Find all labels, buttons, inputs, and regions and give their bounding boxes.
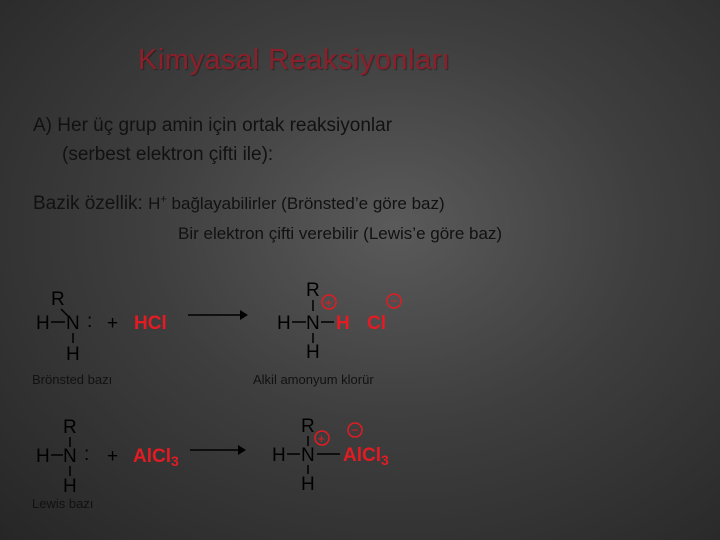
r2-plus: + — [107, 446, 119, 467]
r1-arrow — [188, 310, 248, 320]
text-line-1: A) Her üç grup amin için ortak reaksiyonlar — [33, 115, 393, 136]
reaction1-product — [277, 280, 401, 363]
line3-rest: bağlayabilirler (Brönsted’e göre baz) — [166, 194, 445, 213]
r1-amine-H-left: H — [36, 313, 50, 334]
reaction1-amine — [36, 289, 92, 365]
r1-plus: + — [107, 313, 119, 334]
r2-amine-H-bottom: H — [63, 476, 77, 497]
r1-amine-R: R — [51, 289, 65, 310]
caption-bronsted: Brönsted bazı — [32, 372, 113, 387]
r2-reagent — [133, 446, 179, 469]
r2-amine-N: N — [63, 446, 77, 467]
r2-prod-H-left: H — [272, 445, 286, 466]
r1-prod-N: N — [306, 313, 320, 334]
slide-title: Kimyasal Reaksiyonları — [138, 44, 451, 76]
r2-amine-H-left: H — [36, 446, 50, 467]
r1-prod-R: R — [306, 280, 320, 301]
r1-amine-H-bottom: H — [66, 344, 80, 365]
r2-prod-charge-plus: + — [317, 431, 326, 446]
r2-reagent-sub: 3 — [171, 453, 179, 469]
r2-prod-H-bottom: H — [301, 474, 315, 495]
r1-prod-H-left: H — [277, 313, 291, 334]
r2-prod-charge-minus: − — [351, 422, 359, 438]
text-line-4: Bir elektron çifti verebilir (Lewis’e göre baz) — [178, 224, 503, 243]
r1-amine-N: N — [66, 313, 80, 334]
reaction2-amine — [36, 417, 89, 497]
r2-prod-acceptor-sub: 3 — [381, 452, 389, 468]
reaction2-product — [272, 416, 389, 495]
r1-prod-charge-minus: − — [390, 293, 398, 309]
r1-prod-anion: Cl — [367, 313, 386, 334]
r1-prod-H-bottom: H — [306, 342, 320, 363]
hplus-sup: + — [160, 193, 167, 206]
text-line-2: (serbest elektron çifti ile): — [62, 144, 274, 165]
r2-prod-R: R — [301, 416, 315, 437]
r2-prod-N: N — [301, 445, 315, 466]
r2-amine-R: R — [63, 417, 77, 438]
r2-prod-acceptor — [343, 445, 389, 468]
r2-reagent-main: AlCl — [133, 446, 171, 467]
r1-amine-lone-pair: : — [87, 311, 93, 332]
caption-lewis: Lewis bazı — [32, 496, 94, 511]
r1-prod-H-right: H — [336, 313, 350, 334]
r2-amine-lone-pair: : — [84, 444, 90, 465]
r2-prod-acceptor-main: AlCl — [343, 445, 381, 466]
r1-prod-charge-plus: + — [324, 295, 333, 310]
bazik-label: Bazik özellik: — [33, 193, 143, 214]
caption-alkyl-ammonium: Alkil amonyum klorür — [253, 372, 374, 387]
r1-reagent-HCl: HCl — [134, 313, 167, 334]
r2-arrow — [190, 445, 246, 455]
hplus-letter: H — [148, 194, 161, 213]
